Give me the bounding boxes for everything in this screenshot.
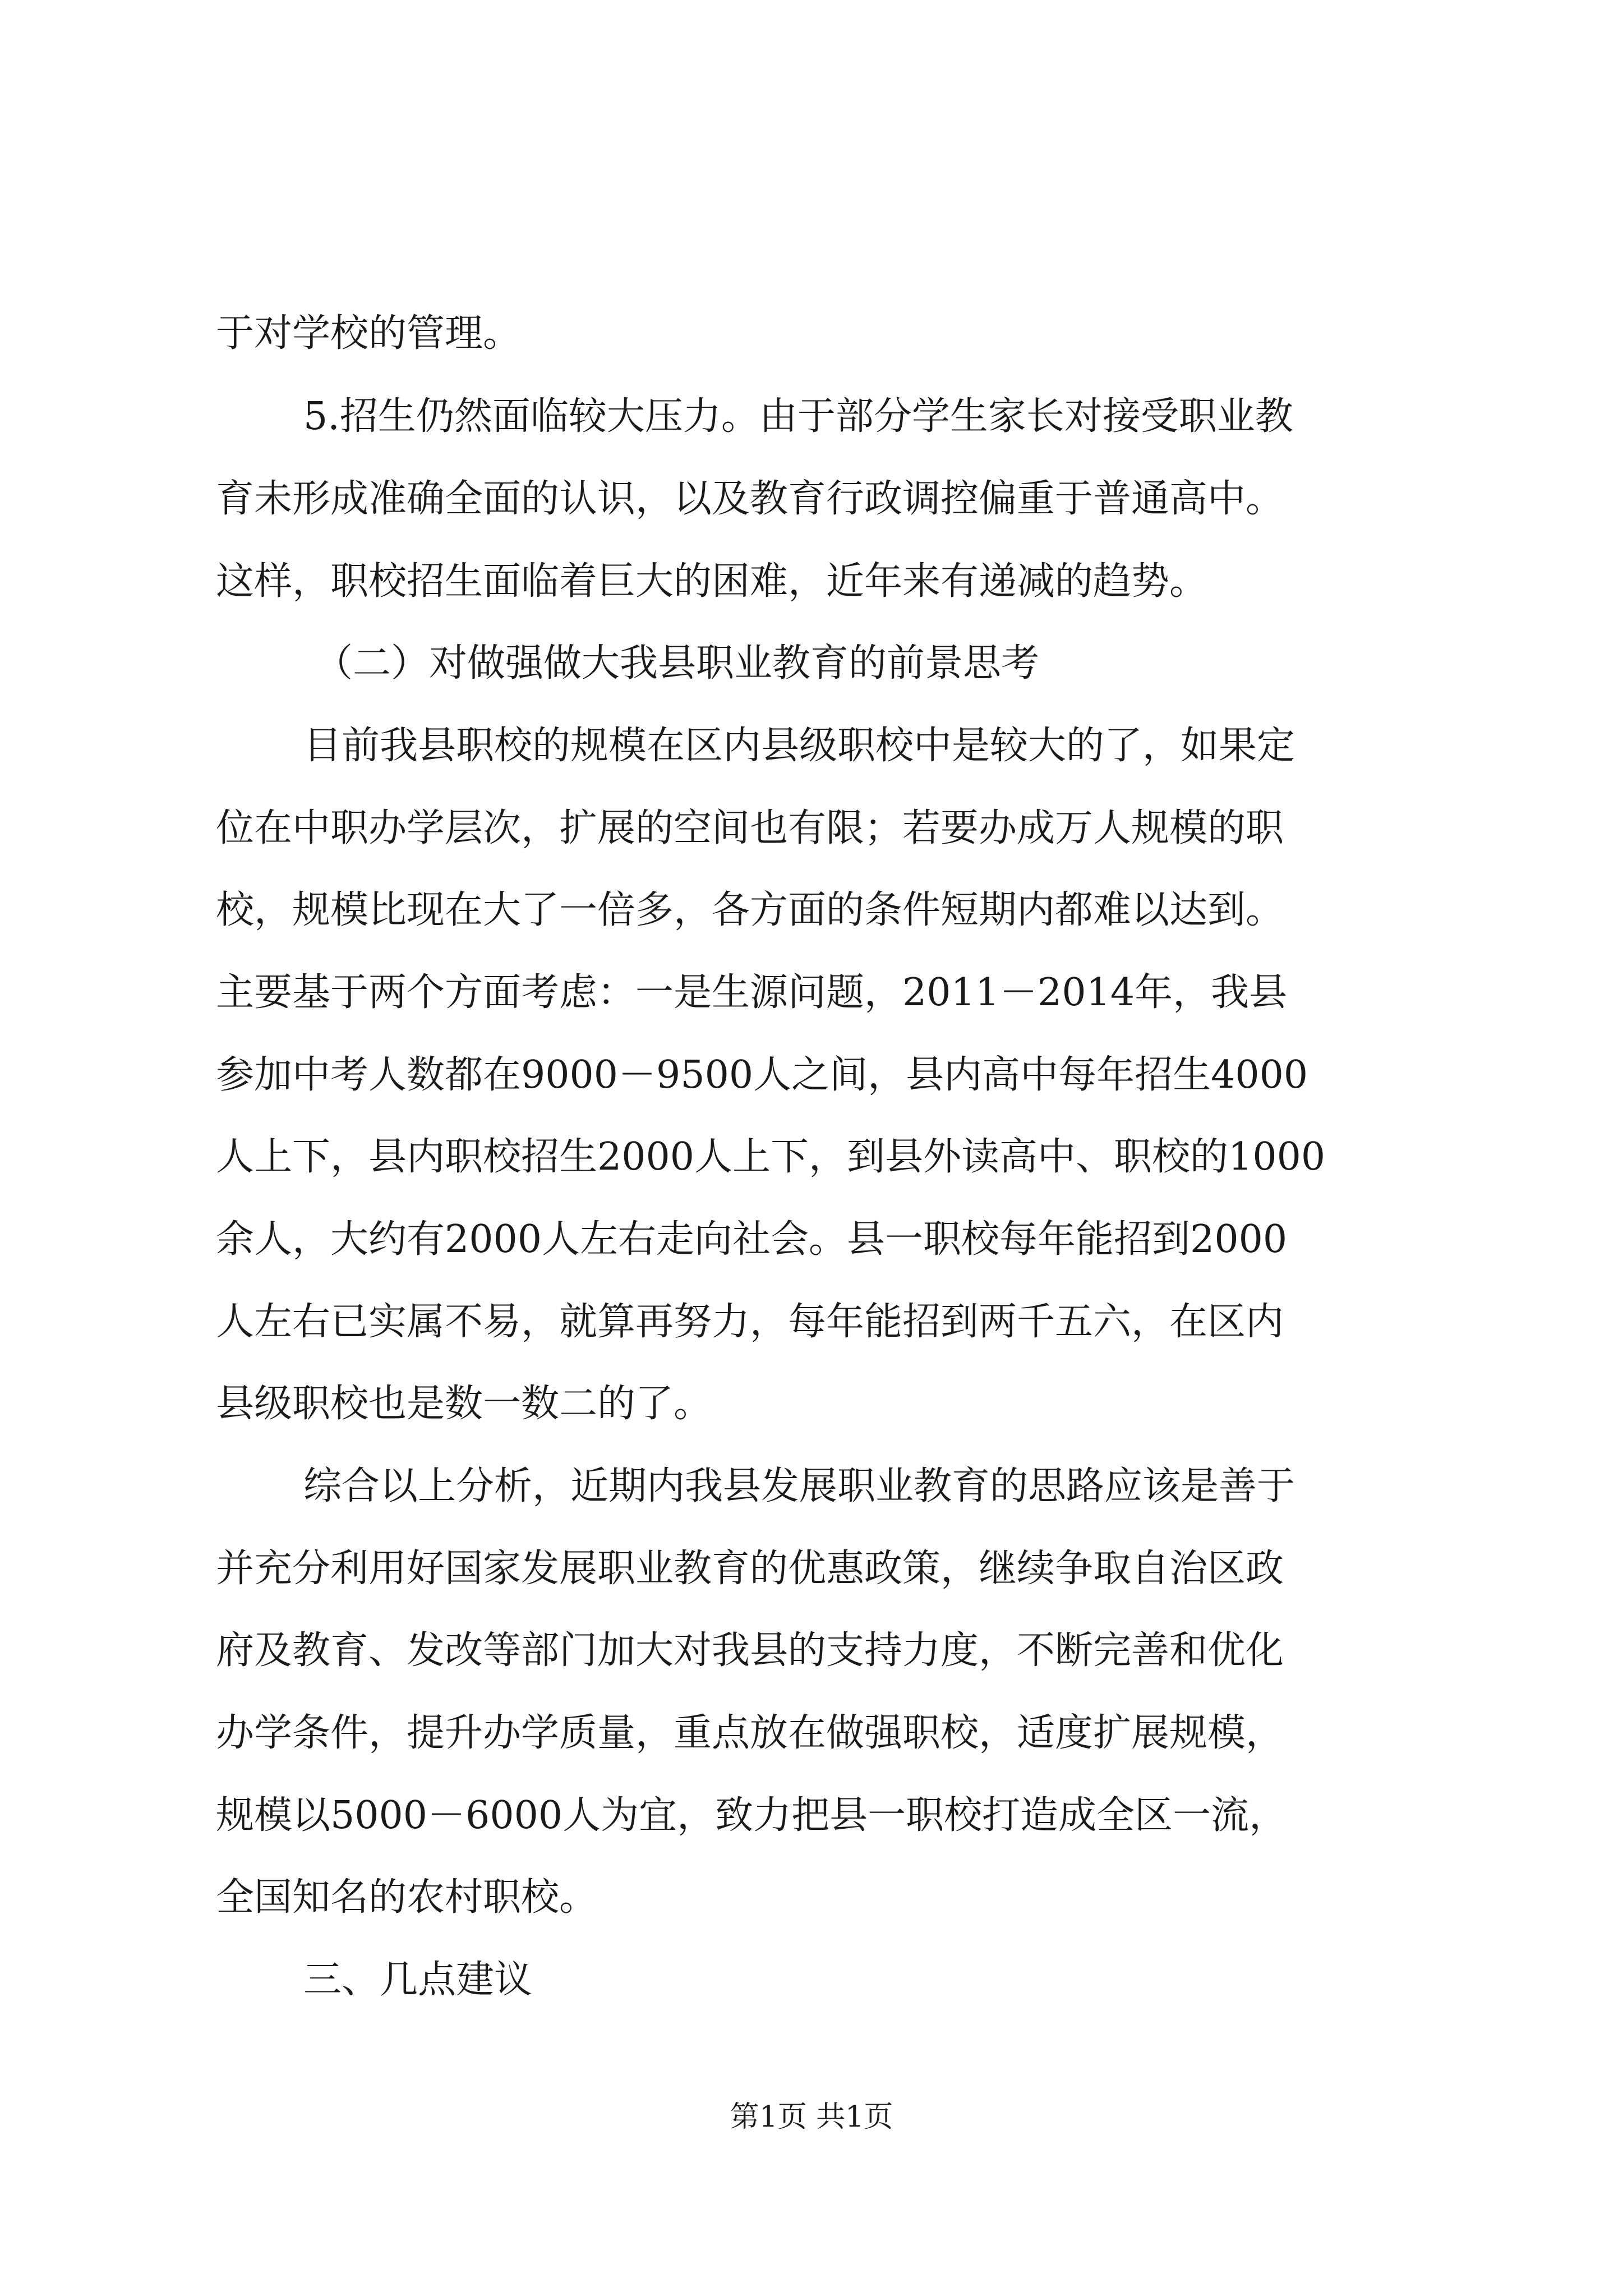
- text-line: 目前我县职校的规模在区内县级职校中是较大的了，如果定: [303, 724, 1295, 768]
- text-line: 5.招生仍然面临较大压力。由于部分学生家长对接受职业教: [303, 394, 1293, 439]
- text-line: 校，规模比现在大了一倍多，各方面的条件短期内都难以达到。: [216, 888, 1284, 932]
- text-line: 余人，大约有2000人左右走向社会。县一职校每年能招到2000: [216, 1217, 1288, 1262]
- text-line: 县级职校也是数一数二的了。: [216, 1382, 712, 1426]
- text-line: 规模以5000－6000人为宜，致力把县一职校打造成全区一流，: [216, 1793, 1288, 1838]
- text-line: 人上下，县内职校招生2000人上下，到县外读高中、职校的1000: [216, 1135, 1326, 1179]
- text-line: 育未形成准确全面的认识，以及教育行政调控偏重于普通高中。: [216, 477, 1284, 521]
- section-heading: 三、几点建议: [303, 1958, 533, 2002]
- text-line: 综合以上分析，近期内我县发展职业教育的思路应该是善于: [303, 1464, 1295, 1508]
- text-line: 参加中考人数都在9000－9500人之间，县内高中每年招生4000: [216, 1053, 1308, 1097]
- text-line: 位在中职办学层次，扩展的空间也有限；若要办成万人规模的职: [216, 806, 1284, 850]
- text-line: 办学条件，提升办学质量，重点放在做强职校，适度扩展规模，: [216, 1711, 1284, 1755]
- text-line: 这样，职校招生面临着巨大的困难，近年来有递减的趋势。: [216, 559, 1208, 604]
- text-line: 主要基于两个方面考虑：一是生源问题，2011－2014年，我县: [216, 970, 1288, 1015]
- section-heading: （二）对做强做大我县职业教育的前景思考: [315, 641, 1040, 685]
- text-line: 并充分利用好国家发展职业教育的优惠政策，继续争取自治区政: [216, 1547, 1284, 1591]
- page-number-footer: 第1页 共1页: [730, 2100, 893, 2134]
- text-line: 于对学校的管理。: [216, 311, 522, 356]
- text-line: 全国知名的农村职校。: [216, 1875, 598, 1920]
- text-line: 人左右已实属不易，就算再努力，每年能招到两千五六，在区内: [216, 1300, 1284, 1344]
- text-line: 府及教育、发改等部门加大对我县的支持力度，不断完善和优化: [216, 1628, 1284, 1673]
